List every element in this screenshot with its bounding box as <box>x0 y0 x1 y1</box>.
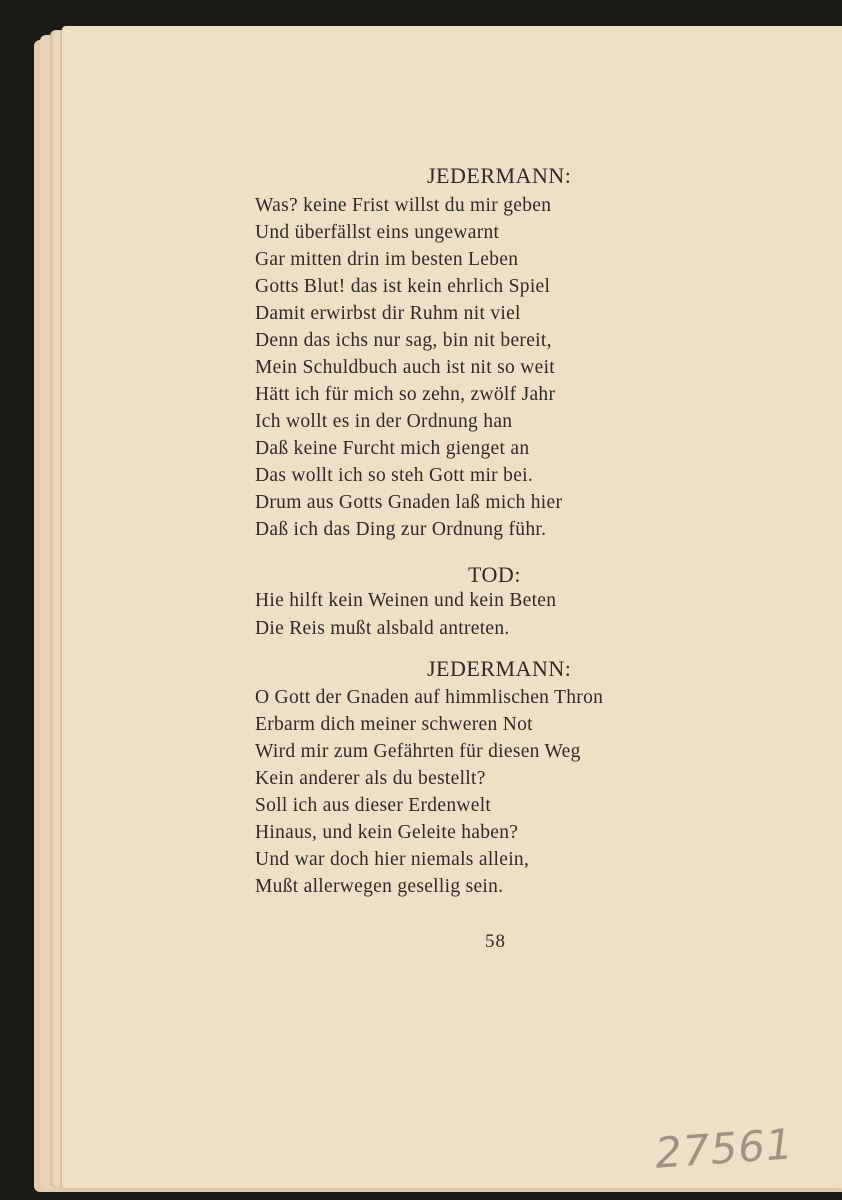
verse-line: Hätt ich für mich so zehn, zwölf Jahr <box>255 384 556 405</box>
verse-line: Was? keine Frist willst du mir geben <box>255 195 552 216</box>
verse-line: Das wollt ich so steh Gott mir bei. <box>255 465 534 486</box>
verse-line: Gar mitten drin im besten Leben <box>255 249 519 270</box>
verse-line: Soll ich aus dieser Erdenwelt <box>255 795 492 816</box>
speaker-heading-jedermann: JEDERMANN: <box>427 656 572 681</box>
verse-line: Daß ich das Ding zur Ordnung führ. <box>255 519 547 540</box>
verse-line: Denn das ichs nur sag, bin nit bereit, <box>255 330 552 351</box>
poem-text <box>62 26 842 1188</box>
verse-line: Kein anderer als du bestellt? <box>255 768 486 789</box>
verse-line: Ich wollt es in der Ordnung han <box>255 411 513 432</box>
book-page <box>62 26 842 1188</box>
verse-line: Hie hilft kein Weinen und kein Beten <box>255 590 557 611</box>
verse-line: Mußt allerwegen gesellig sein. <box>255 876 504 897</box>
verse-line: Daß keine Furcht mich gienget an <box>255 438 530 459</box>
verse-line: Gotts Blut! das ist kein ehrlich Spiel <box>255 276 551 297</box>
speaker-heading-tod: TOD: <box>468 562 521 587</box>
verse-line: Und überfällst eins ungewarnt <box>255 222 500 243</box>
verse-line: O Gott der Gnaden auf himmlischen Thron <box>255 687 604 708</box>
verse-line: Damit erwirbst dir Ruhm nit viel <box>255 303 521 324</box>
verse-line: Erbarm dich meiner schweren Not <box>255 714 533 735</box>
page-number: 58 <box>485 931 506 952</box>
verse-line: Drum aus Gotts Gnaden laß mich hier <box>255 492 563 513</box>
verse-line: Hinaus, und kein Geleite haben? <box>255 822 519 843</box>
verse-line: Und war doch hier niemals allein, <box>255 849 530 870</box>
speaker-heading-jedermann: JEDERMANN: <box>427 163 572 188</box>
verse-line: Die Reis mußt alsbald antreten. <box>255 618 510 639</box>
handwritten-archive-number: 27561 <box>653 1119 796 1178</box>
verse-line: Wird mir zum Gefährten für diesen Weg <box>255 741 581 762</box>
verse-line: Mein Schuldbuch auch ist nit so weit <box>255 357 556 378</box>
